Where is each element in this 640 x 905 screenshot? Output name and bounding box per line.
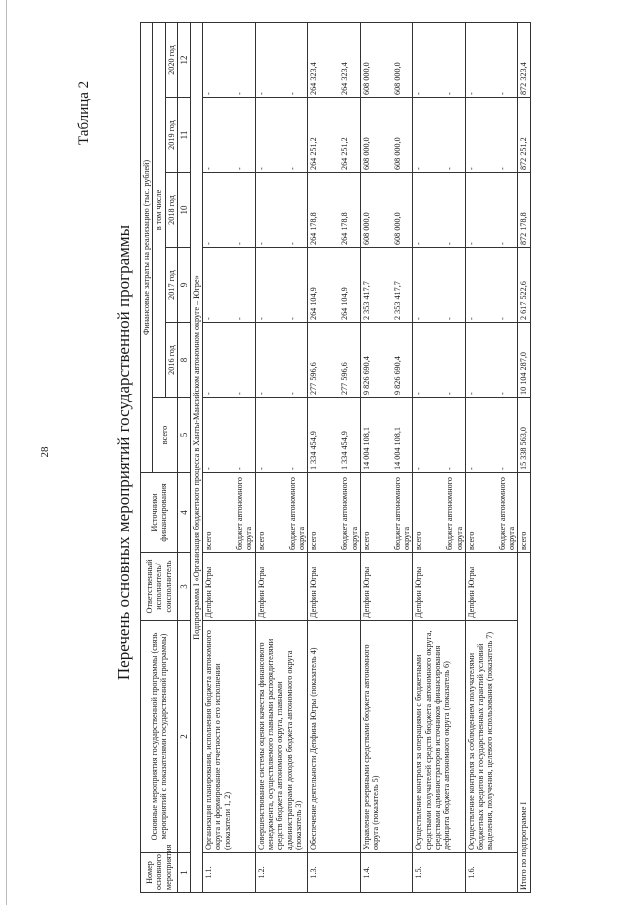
total-label: Итого по подпрограмме I [518, 553, 530, 893]
total-amount-total: 15 338 563,0 [518, 398, 530, 473]
amount-y2019-value: - [235, 167, 245, 170]
page-number: 28 [39, 446, 51, 458]
amount-y2019 [203, 98, 256, 173]
amount-y2017 [465, 248, 518, 323]
amount-total [360, 398, 413, 473]
col-number: 9 [177, 248, 190, 323]
amount-y2019-value: - [445, 167, 455, 170]
amount-y2018-value: 608 000,0 [361, 212, 371, 245]
amount-y2019-value: 264 251,2 [340, 137, 350, 170]
amount-y2016-value: - [497, 392, 507, 395]
amount-y2019-value: - [414, 167, 424, 170]
amount-y2020 [308, 22, 361, 97]
amount-y2016 [360, 323, 413, 398]
amount-y2019-value: - [497, 167, 507, 170]
col-number: 8 [177, 323, 190, 398]
amount-y2016-value: - [235, 392, 245, 395]
amount-y2016-value: - [204, 392, 214, 395]
amount-y2016-value: - [414, 392, 424, 395]
measure-executor: Депфин Югры [203, 553, 256, 621]
amount-y2018-value: - [466, 242, 476, 245]
amount-y2016-value: 9 826 690,4 [361, 356, 371, 395]
funding-source-label: всего [204, 531, 214, 550]
table-row [203, 22, 256, 892]
measure-executor: Депфин Югры [308, 553, 361, 621]
amount-y2017-value: - [497, 317, 507, 320]
amount-y2019-value: - [204, 167, 214, 170]
amount-y2016-value: 9 826 690,4 [392, 356, 402, 395]
amount-y2019 [413, 98, 466, 173]
amount-y2020-value: - [287, 92, 297, 95]
amount-y2016 [308, 323, 361, 398]
funding-source-label: бюджет автономного округа [445, 477, 464, 550]
amount-y2017-value: 2 353 417,7 [392, 281, 402, 320]
funding-source [308, 473, 361, 553]
amount-total-value: - [235, 467, 245, 470]
amount-y2017 [203, 248, 256, 323]
table-row [413, 22, 466, 892]
amount-y2016-value: 277 596,6 [309, 362, 319, 395]
amount-total-value: 14 004 108,1 [361, 427, 371, 470]
total-row [518, 22, 530, 892]
measures-table [140, 22, 531, 893]
amount-y2018-value: - [235, 242, 245, 245]
header-fin: Финансовые затраты на реализацию (тыс. рублей) [141, 22, 153, 472]
funding-source-label: всего [414, 531, 424, 550]
amount-y2017-value: 264 104,9 [340, 287, 350, 320]
amount-y2020-value: 264 323,4 [309, 62, 319, 95]
amount-total-value: 1 334 454,9 [340, 431, 350, 470]
amount-y2020-value: - [235, 92, 245, 95]
table-row [255, 22, 308, 892]
amount-y2018 [308, 173, 361, 248]
measure-number: 1.5. [413, 853, 466, 893]
column-number-row [177, 22, 190, 892]
amount-total-value: - [256, 467, 266, 470]
amount-total [413, 398, 466, 473]
amount-y2016-value: - [256, 392, 266, 395]
measure-executor: Депфин Югры [255, 553, 308, 621]
amount-y2018-value: 608 000,0 [392, 212, 402, 245]
funding-source-label: всего [256, 531, 266, 550]
measure-name: Совершенствование системы оценки качества финансового менеджмента, осуществляемого главными распорядителями средств бюджета автономного округа, главными администраторами доходов бюджета автономного округа (показатель 3) [255, 621, 308, 853]
amount-y2020-value: - [256, 92, 266, 95]
col-number: 5 [177, 398, 190, 473]
amount-total [308, 398, 361, 473]
amount-total-value: - [497, 467, 507, 470]
amount-y2018 [255, 173, 308, 248]
header-total: всего [153, 398, 178, 473]
col-number: 1 [177, 853, 190, 893]
total-amount-y2017: 2 617 522,6 [518, 248, 530, 323]
measure-name: Организация планирования, исполнения бюджета автономного округа и формирование отчетности о его исполнении (показатели 1, 2) [203, 621, 256, 853]
subprogram-row [190, 22, 202, 892]
amount-y2017-value: - [466, 317, 476, 320]
amount-y2020 [465, 22, 518, 97]
col-number: 2 [177, 621, 190, 853]
table-label: Таблица 2 [76, 80, 92, 145]
amount-y2017-value: - [287, 317, 297, 320]
header-num: Номер основного мероприятия [141, 853, 178, 893]
amount-total [203, 398, 256, 473]
amount-y2018-value: 264 178,8 [340, 212, 350, 245]
header-source: Источники финансирования [141, 473, 178, 553]
amount-total-value: 14 004 108,1 [392, 427, 402, 470]
header-2017: 2017 год [165, 248, 177, 323]
amount-y2019 [255, 98, 308, 173]
amount-y2017-value: - [204, 317, 214, 320]
total-amount-y2020: 872 323,4 [518, 22, 530, 97]
amount-y2019-value: 264 251,2 [309, 137, 319, 170]
header-exec: Ответственный исполнитель/ соисполнитель [141, 553, 178, 621]
funding-source-label: бюджет автономного округа [497, 477, 517, 550]
funding-source-label: всего [309, 531, 319, 550]
amount-y2018 [360, 173, 413, 248]
funding-source-label: бюджет автономного округа [235, 477, 254, 550]
measure-number: 1.2. [255, 853, 308, 893]
total-amount-y2019: 872 251,2 [518, 98, 530, 173]
amount-y2016-value: - [466, 392, 476, 395]
header-incl: в том числе [153, 22, 165, 397]
amount-y2016-value: - [445, 392, 455, 395]
amount-y2017 [308, 248, 361, 323]
amount-total [255, 398, 308, 473]
funding-source [255, 473, 308, 553]
col-number: 3 [177, 553, 190, 621]
amount-y2017 [360, 248, 413, 323]
amount-total-value: - [414, 467, 424, 470]
amount-total-value: - [287, 467, 297, 470]
measure-name: Осуществление контроля за операциями с бюджетными средствами получателей средств бюджета автономного округа, средствами администраторов источников финансирования дефицита бюджета автономного округа (показатель 6) [413, 621, 466, 853]
amount-y2018 [203, 173, 256, 248]
funding-source-label: бюджет автономного округа [340, 477, 359, 550]
measure-number: 1.3. [308, 853, 361, 893]
measure-executor: Депфин Югры [413, 553, 466, 621]
amount-y2017-value: - [414, 317, 424, 320]
amount-y2020-value: - [445, 92, 455, 95]
amount-y2019-value: 608 000,0 [361, 137, 371, 170]
funding-source-label: всего [361, 531, 371, 550]
amount-total-value: - [466, 467, 476, 470]
measure-executor: Депфин Югры [465, 553, 518, 621]
amount-y2018-value: - [287, 242, 297, 245]
funding-source-label: всего [466, 531, 476, 550]
amount-y2020-value: 608 000,0 [392, 62, 402, 95]
total-source: всего [518, 473, 530, 553]
amount-y2019-value: - [256, 167, 266, 170]
document-title: Перечень основных мероприятий государственной программы [114, 224, 133, 681]
measure-executor: Депфин Югры [360, 553, 413, 621]
amount-y2018-value: - [256, 242, 266, 245]
amount-y2017-value: - [256, 317, 266, 320]
amount-y2018 [413, 173, 466, 248]
amount-y2020-value: 608 000,0 [361, 62, 371, 95]
col-number: 10 [177, 173, 190, 248]
amount-y2016-value: - [287, 392, 297, 395]
header-name: Основные мероприятия государственной программы (связь мероприятий с показателями государственной программы) [141, 621, 178, 853]
col-number: 11 [177, 98, 190, 173]
measure-number: 1.1. [203, 853, 256, 893]
amount-y2017-value: 264 104,9 [309, 287, 319, 320]
amount-y2020 [203, 22, 256, 97]
amount-total-value: 1 334 454,9 [309, 431, 319, 470]
amount-y2018-value: - [445, 242, 455, 245]
amount-y2020-value: - [414, 92, 424, 95]
header-2018: 2018 год [165, 173, 177, 248]
amount-y2019-value: - [287, 167, 297, 170]
amount-y2020 [255, 22, 308, 97]
col-number: 12 [177, 22, 190, 97]
header-2016: 2016 год [165, 323, 177, 398]
funding-source [203, 473, 256, 553]
amount-y2020-value: - [466, 92, 476, 95]
amount-y2018-value: 264 178,8 [309, 212, 319, 245]
amount-y2020 [360, 22, 413, 97]
funding-source [465, 473, 518, 553]
amount-y2017-value: - [445, 317, 455, 320]
amount-y2017-value: - [235, 317, 245, 320]
table-row [308, 22, 361, 892]
funding-source-label: бюджет автономного округа [392, 477, 412, 550]
amount-y2020 [413, 22, 466, 97]
amount-y2016 [255, 323, 308, 398]
amount-y2020-value: 264 323,4 [340, 62, 350, 95]
header-2019: 2019 год [165, 98, 177, 173]
measure-name: Осуществление контроля за соблюдением получателями бюджетных кредитов и государственных гарантий условий выделения, получения, целевого использования (показатель 7) [465, 621, 518, 853]
subprogram-title: Подпрограмма I «Организация бюджетного процесса в Ханты-Мансийском автономном округе – Югре» [190, 22, 202, 892]
amount-y2017 [413, 248, 466, 323]
measure-number: 1.4. [360, 853, 413, 893]
total-amount-y2016: 10 104 287,0 [518, 323, 530, 398]
amount-y2020-value: - [204, 92, 214, 95]
table-row [360, 22, 413, 892]
amount-y2016 [413, 323, 466, 398]
measure-name: Управление резервными средствами бюджета автономного округа (показатель 5) [360, 621, 413, 853]
amount-y2018-value: - [497, 242, 507, 245]
amount-y2018-value: - [204, 242, 214, 245]
amount-total-value: - [445, 467, 455, 470]
measure-name: Обеспечение деятельности Депфина Югры (показатель 4) [308, 621, 361, 853]
amount-y2019 [465, 98, 518, 173]
amount-y2016 [203, 323, 256, 398]
total-amount-y2018: 872 178,8 [518, 173, 530, 248]
amount-total-value: - [204, 467, 214, 470]
amount-y2018 [465, 173, 518, 248]
amount-y2018-value: - [414, 242, 424, 245]
col-number: 4 [177, 473, 190, 553]
amount-y2019-value: - [466, 167, 476, 170]
amount-total [465, 398, 518, 473]
amount-y2017 [255, 248, 308, 323]
funding-source-label: бюджет автономного округа [287, 477, 307, 550]
measure-number: 1.6. [465, 853, 518, 893]
funding-source [413, 473, 466, 553]
amount-y2016-value: 277 596,6 [340, 362, 350, 395]
header-2020: 2020 год [165, 22, 177, 97]
funding-source [360, 473, 413, 553]
amount-y2019 [308, 98, 361, 173]
amount-y2016 [465, 323, 518, 398]
amount-y2017-value: 2 353 417,7 [361, 281, 371, 320]
amount-y2020-value: - [497, 92, 507, 95]
amount-y2019-value: 608 000,0 [392, 137, 402, 170]
table-row [465, 22, 518, 892]
amount-y2019 [360, 98, 413, 173]
